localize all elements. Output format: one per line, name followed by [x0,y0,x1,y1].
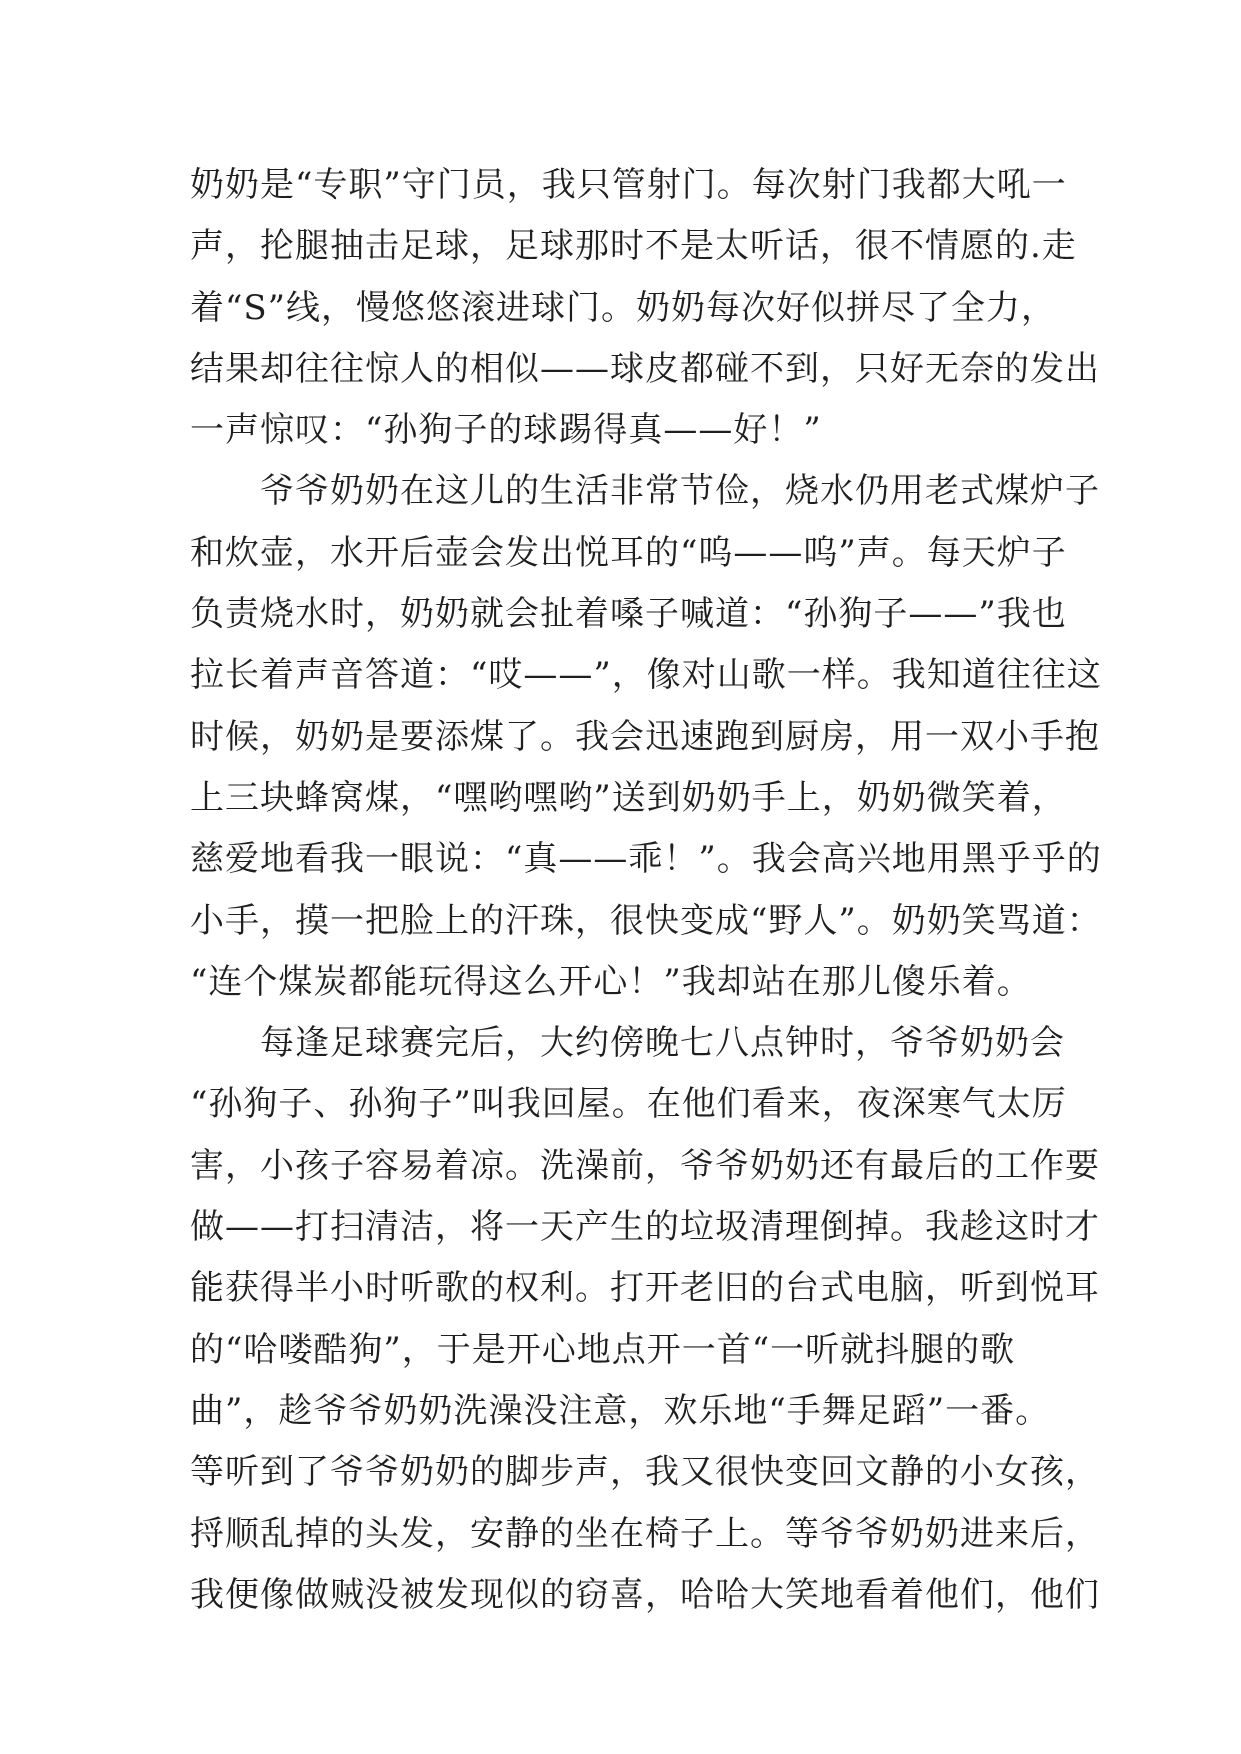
text-line: 结果却往往惊人的相似——球皮都碰不到，只好无奈的发出 [190,348,1100,389]
text-line: 时候，奶奶是要添煤了。我会迅速跑到厨房，用一双小手抱 [190,716,1100,757]
text-line: 曲”，趁爷爷奶奶洗澡没注意，欢乐地“手舞足蹈”一番。 [190,1390,1051,1431]
text-line: 着“S”线，慢悠悠滚进球门。奶奶每次好似拼尽了全力， [190,287,1057,328]
text-line: 等听到了爷爷奶奶的脚步声，我又很快变回文静的小女孩， [190,1452,1100,1493]
text-line: 一声惊叹：“孙狗子的球踢得真——好！” [190,410,822,451]
text-line: 害，小孩子容易着凉。洗澡前，爷爷奶奶还有最后的工作要 [190,1145,1100,1186]
text-line: 的“哈喽酷狗”，于是开心地点开一首“一听就抖腿的歌 [190,1329,1016,1370]
text-line: 能获得半小时听歌的权利。打开老旧的台式电脑，听到悦耳 [190,1268,1100,1309]
text-line: 上三块蜂窝煤，“嘿哟嘿哟”送到奶奶手上，奶奶微笑着， [190,777,1067,818]
text-line: 我便像做贼没被发现似的窃喜，哈哈大笑地看着他们，他们 [190,1574,1100,1615]
text-line: 小手，摸一把脸上的汗珠，很快变成“野人”。奶奶笑骂道： [190,900,1102,941]
text-line: “孙狗子、孙狗子”叫我回屋。在他们看来，夜深寒气太厉 [190,1084,1067,1125]
text-line: 慈爱地看我一眼说：“真——乖！”。我会高兴地用黑乎乎的 [190,839,1102,880]
text-line: 做——打扫清洁，将一天产生的垃圾清理倒掉。我趁这时才 [190,1207,1100,1248]
text-line: 负责烧水时，奶奶就会扯着嗓子喊道：“孙狗子——”我也 [190,594,1067,635]
body-text [190,155,1102,1626]
text-line: 和炊壶，水开后壶会发出悦耳的“呜——呜”声。每天炉子 [190,532,1067,573]
text-line: “连个煤炭都能玩得这么开心！”我却站在那儿傻乐着。 [190,961,1032,1002]
text-line: 爷爷奶奶在这儿的生活非常节俭，烧水仍用老式煤炉子 [190,471,1100,512]
text-line: 每逢足球赛完后，大约傍晚七八点钟时，爷爷奶奶会 [190,1023,1065,1064]
text-line: 捋顺乱掉的头发，安静的坐在椅子上。等爷爷奶奶进来后， [190,1513,1100,1554]
text-line: 声，抡腿抽击足球，足球那时不是太听话，很不情愿的.走 [190,226,1077,267]
text-line: 拉长着声音答道：“哎——”，像对山歌一样。我知道往往这 [190,655,1102,696]
text-line: 奶奶是“专职”守门员，我只管射门。每次射门我都大吼一 [190,165,1067,205]
